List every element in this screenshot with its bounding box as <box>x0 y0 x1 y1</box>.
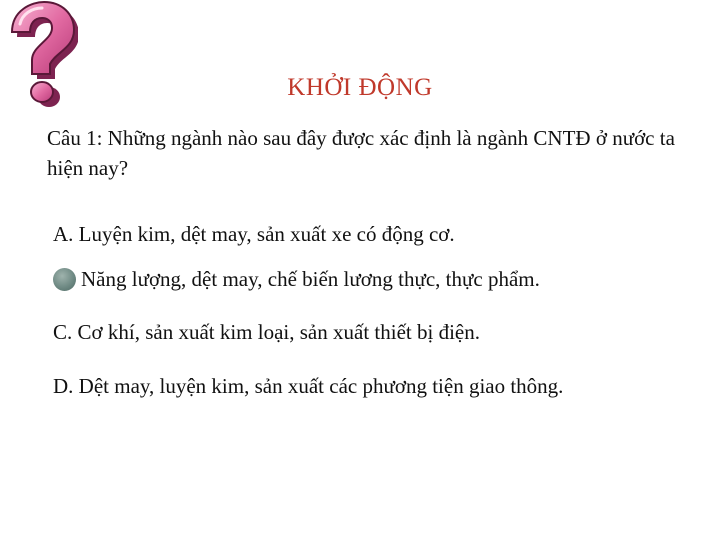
option-a[interactable]: A. Luyện kim, dệt may, sản xuất xe có động cơ. <box>53 222 455 246</box>
title-text: KHỞI ĐỘNG <box>287 74 433 101</box>
option-c[interactable]: C. Cơ khí, sản xuất kim loại, sản xuất thiết bị điện. <box>53 320 480 344</box>
page-title <box>0 74 720 102</box>
option-d[interactable]: D. Dệt may, luyện kim, sản xuất các phương tiện giao thông. <box>53 374 564 398</box>
question-text: Câu 1: Những ngành nào sau đây được xác định là ngành CNTĐ ở nước ta hiện nay? <box>47 126 675 180</box>
circle-marker-icon <box>53 268 76 291</box>
option-b[interactable] <box>53 265 540 293</box>
option-b-label: Năng lượng, dệt may, chế biến lương thực, thực phẩm. <box>81 267 540 291</box>
